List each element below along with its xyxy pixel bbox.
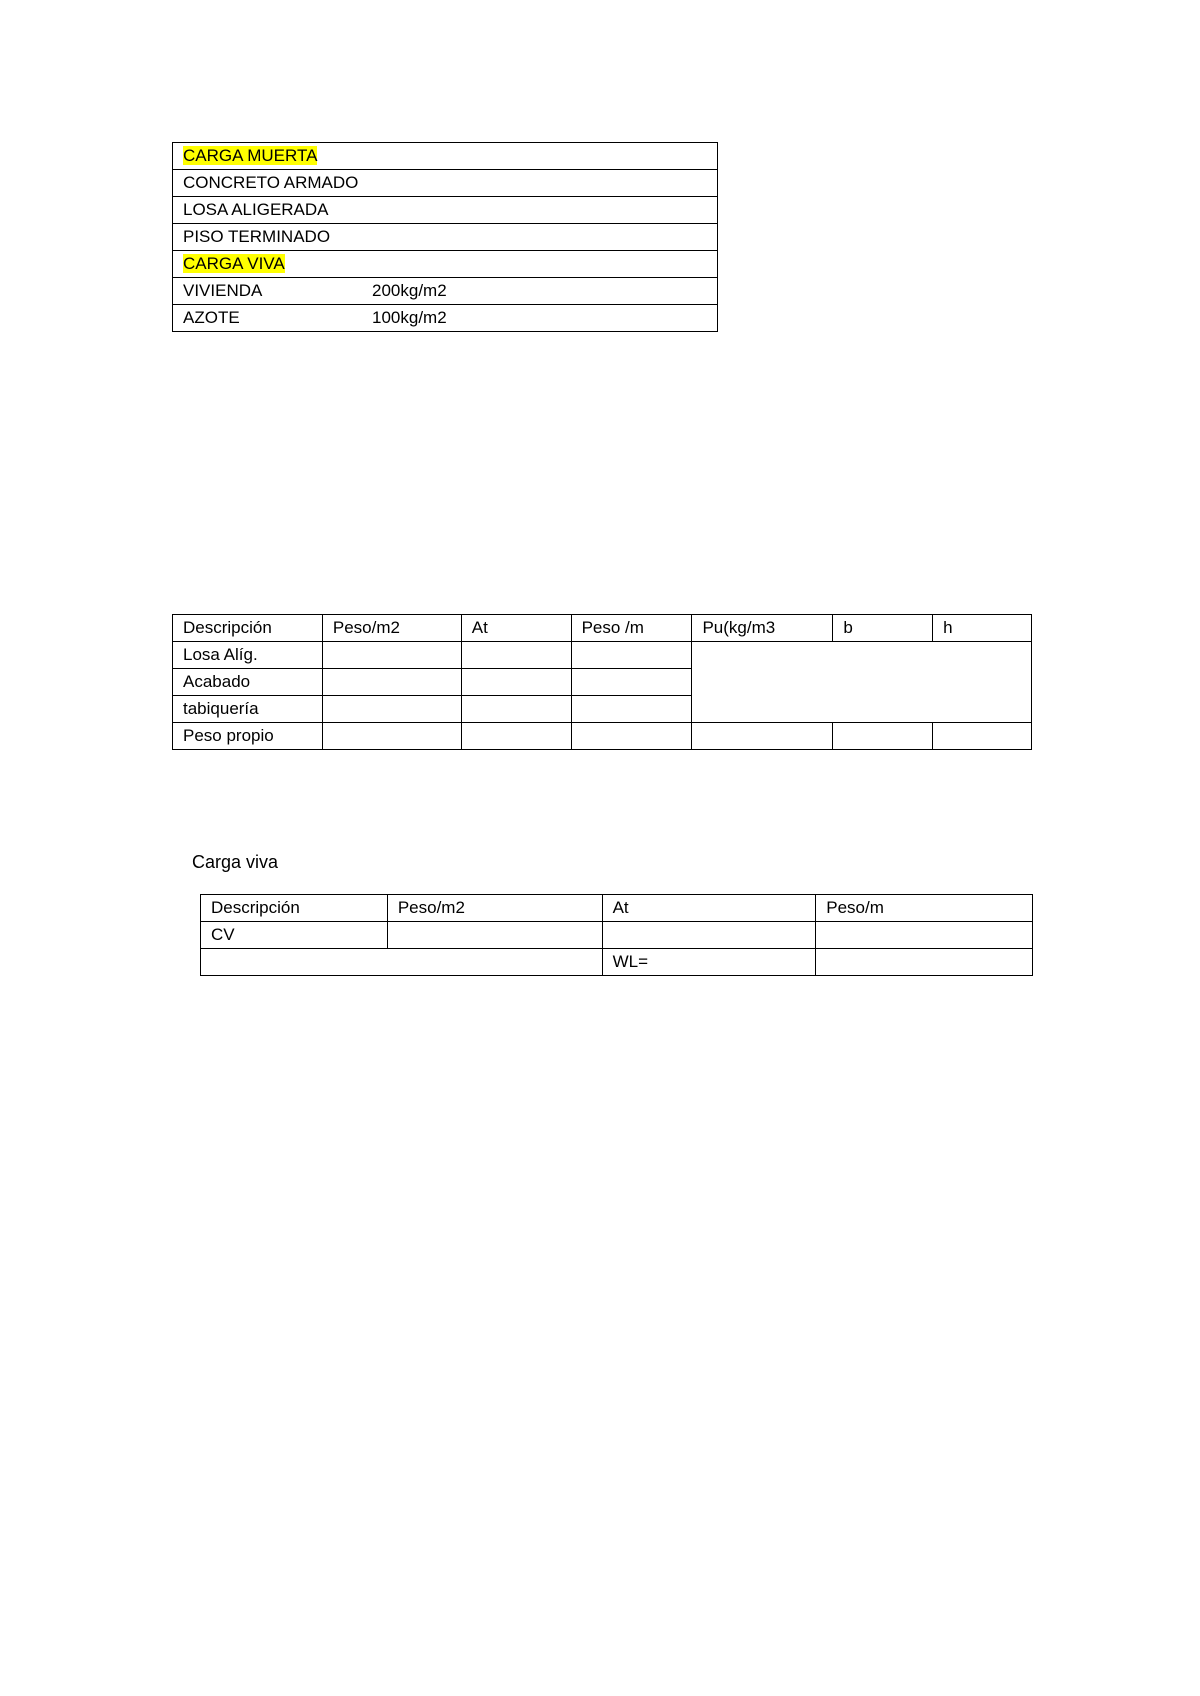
table-cell	[933, 723, 1032, 750]
table-cell	[322, 642, 461, 669]
table-cell	[571, 723, 692, 750]
header-cell: Descripción	[173, 615, 323, 642]
dead-load-calc-table	[172, 614, 1032, 750]
header-cell: h	[933, 615, 1032, 642]
table-row	[173, 723, 1032, 750]
row-label: AZOTE	[183, 308, 240, 327]
section-heading-dead-load: CARGA MUERTA	[183, 146, 318, 165]
row-value: 200kg/m2	[372, 281, 447, 300]
table-cell	[692, 723, 833, 750]
table-header-row	[173, 615, 1032, 642]
table-cell	[322, 723, 461, 750]
row-label: Acabado	[173, 669, 323, 696]
row-label: Peso propio	[173, 723, 323, 750]
table-row	[173, 224, 718, 251]
table-row	[173, 143, 718, 170]
table-row	[201, 949, 1033, 976]
load-types-table	[172, 142, 718, 332]
total-label: WL=	[602, 949, 816, 976]
table-header-row	[201, 895, 1033, 922]
live-load-calc-table	[200, 894, 1033, 976]
table-cell	[833, 723, 933, 750]
table-cell	[461, 669, 571, 696]
table-cell	[461, 642, 571, 669]
table-row	[173, 642, 1032, 669]
table-row	[173, 197, 718, 224]
merged-cell	[201, 949, 603, 976]
merged-cell	[692, 642, 1032, 723]
row-label: CV	[201, 922, 388, 949]
table-cell	[571, 669, 692, 696]
table-cell: PISO TERMINADO	[173, 224, 718, 251]
row-label: tabiquería	[173, 696, 323, 723]
table-cell	[173, 143, 718, 170]
table-row	[173, 251, 718, 278]
table-cell	[571, 696, 692, 723]
header-cell: Peso /m	[571, 615, 692, 642]
table-cell: CONCRETO ARMADO	[173, 170, 718, 197]
header-cell: At	[461, 615, 571, 642]
row-label: Losa Alíg.	[173, 642, 323, 669]
row-value: 100kg/m2	[372, 308, 447, 327]
table-cell	[461, 723, 571, 750]
table-cell	[173, 305, 718, 332]
table-cell	[173, 251, 718, 278]
table-cell	[816, 949, 1033, 976]
live-load-title: Carga viva	[192, 852, 279, 872]
table-cell	[816, 922, 1033, 949]
table-row	[201, 922, 1033, 949]
header-cell: b	[833, 615, 933, 642]
header-cell: Pu(kg/m3	[692, 615, 833, 642]
table-cell	[461, 696, 571, 723]
table-row	[173, 170, 718, 197]
table-cell	[322, 669, 461, 696]
header-cell: At	[602, 895, 816, 922]
header-cell: Descripción	[201, 895, 388, 922]
table-cell	[387, 922, 602, 949]
header-cell: Peso/m2	[322, 615, 461, 642]
table-cell	[173, 278, 718, 305]
table-cell: LOSA ALIGERADA	[173, 197, 718, 224]
table-cell	[602, 922, 816, 949]
table-cell	[322, 696, 461, 723]
table-row	[173, 278, 718, 305]
table-row	[173, 305, 718, 332]
section-heading-live-load: CARGA VIVA	[183, 254, 285, 273]
row-label: VIVIENDA	[183, 281, 263, 300]
table-cell	[571, 642, 692, 669]
header-cell: Peso/m	[816, 895, 1033, 922]
header-cell: Peso/m2	[387, 895, 602, 922]
